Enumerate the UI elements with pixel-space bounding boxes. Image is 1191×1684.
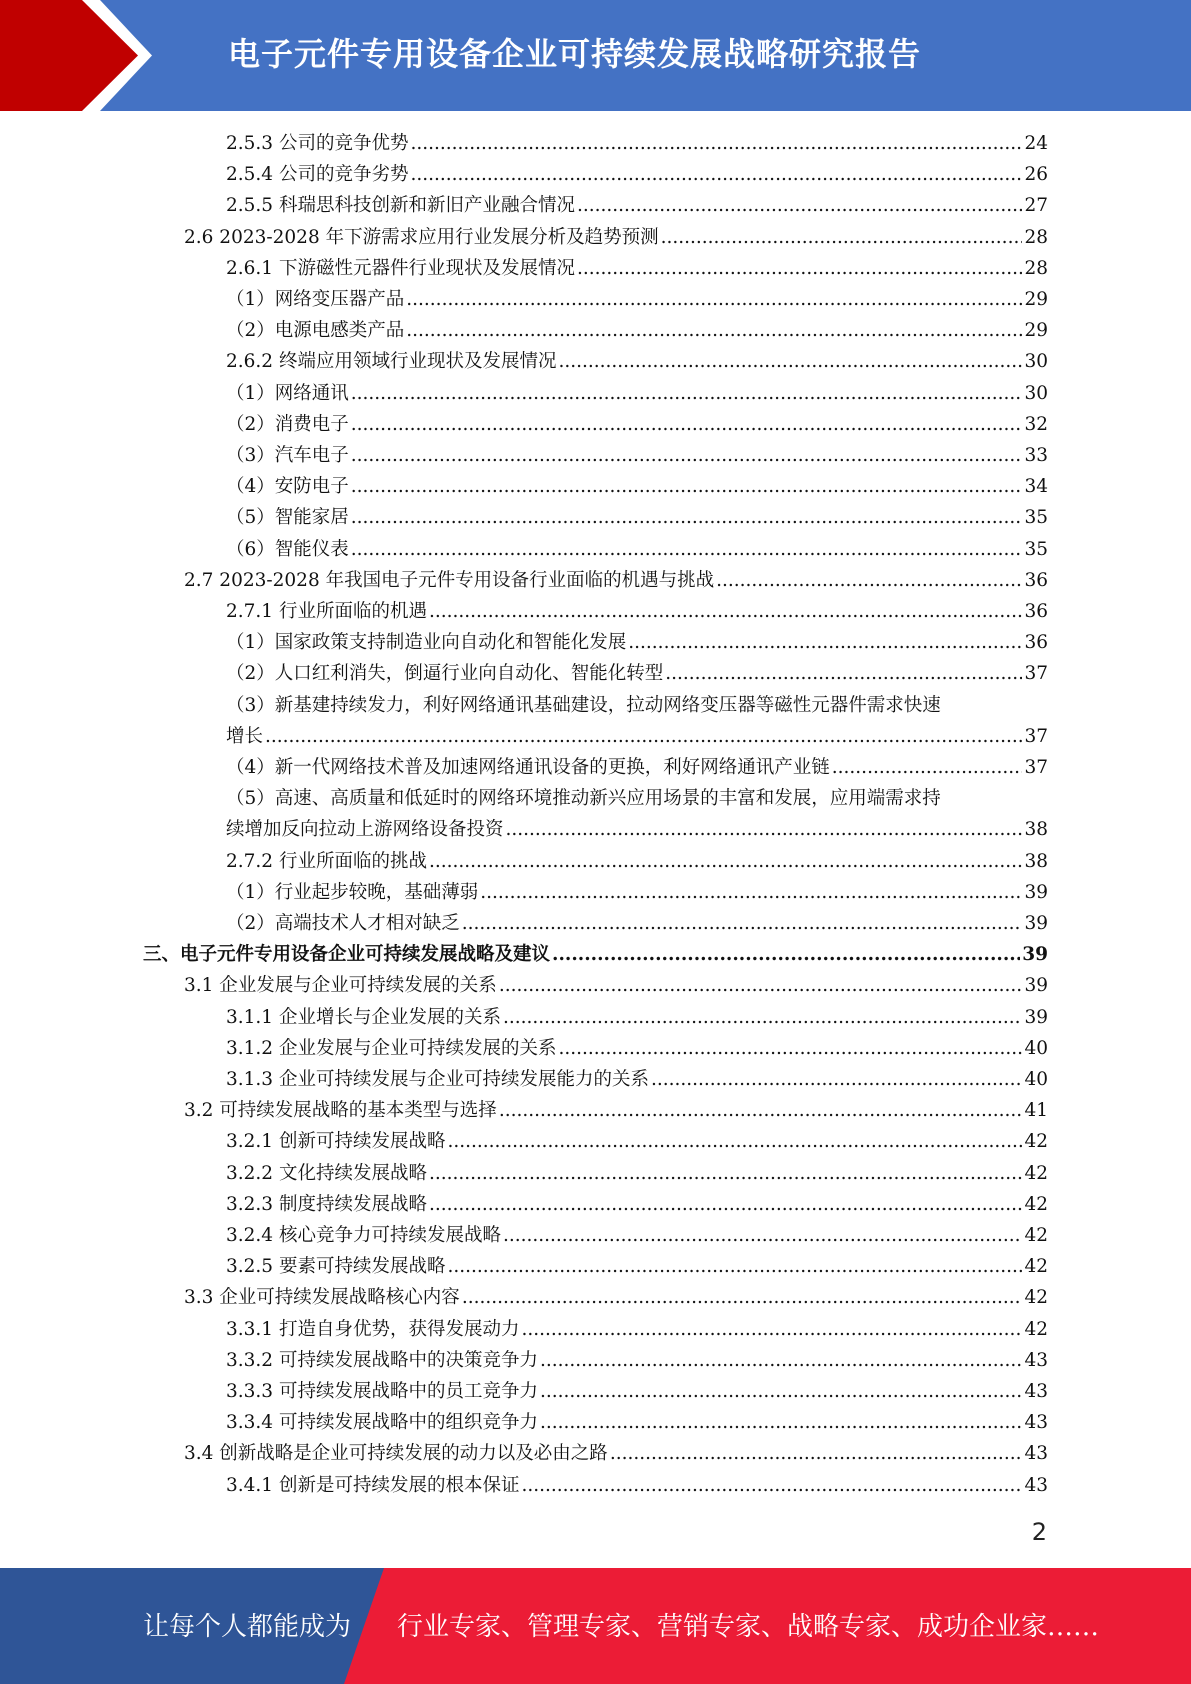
toc-entry-label: 续增加反向拉动上游网络设备投资: [226, 819, 504, 841]
toc-entry-label: 3.1.3 企业可持续发展与企业可持续发展能力的关系: [226, 1069, 649, 1090]
toc-entry[interactable]: [226, 1002, 1048, 1033]
toc-entry[interactable]: [226, 1345, 1048, 1376]
leader-dots: [499, 970, 1023, 1001]
leader-dots: [351, 378, 1023, 409]
toc-entry[interactable]: [226, 783, 941, 814]
leader-dots: [540, 1345, 1022, 1376]
toc-page-number: 43: [1024, 1443, 1048, 1465]
toc-entry[interactable]: [184, 222, 1048, 253]
toc-page-number: 39: [1024, 975, 1048, 997]
toc-entry[interactable]: [226, 1189, 1048, 1220]
toc-page-number: 43: [1024, 1412, 1048, 1434]
toc-entry[interactable]: [143, 939, 1048, 970]
toc-entry[interactable]: [226, 1407, 1048, 1438]
toc-entry[interactable]: [226, 627, 1048, 658]
toc-entry-label: 2.5.5 科瑞思科技创新和新旧产业融合情况: [226, 195, 575, 217]
toc-page-number: 40: [1024, 1037, 1048, 1059]
toc-page-number: 36: [1024, 601, 1048, 622]
toc-entry[interactable]: [226, 1376, 1048, 1407]
toc-page-number: 29: [1024, 320, 1048, 342]
toc-entry-label: 3.1.1 企业增长与企业发展的关系: [226, 1006, 501, 1028]
toc-entry[interactable]: [226, 315, 1048, 346]
leader-dots: [429, 1158, 1022, 1189]
toc-entry-label: 2.5.4 公司的竞争劣势: [226, 164, 409, 186]
toc-page-number: 28: [1024, 257, 1048, 279]
toc-entry-label: 2.7.1 行业所面临的机遇: [226, 601, 427, 622]
leader-dots: [351, 440, 1023, 471]
toc-page-number: 41: [1024, 1100, 1048, 1122]
toc-entry-label: 3.2.2 文化持续发展战略: [226, 1162, 427, 1184]
toc-entry-label: 3.3.2 可持续发展战略中的决策竞争力: [226, 1349, 538, 1371]
leader-dots: [351, 502, 1023, 533]
toc-page-number: 43: [1024, 1349, 1048, 1371]
toc-entry-label: 三、电子元件专用设备企业可持续发展战略及建议: [143, 944, 551, 966]
toc-entry[interactable]: [226, 502, 1048, 533]
toc-entry-label: 3.3.4 可持续发展战略中的组织竞争力: [226, 1412, 538, 1434]
toc-page-number: 34: [1024, 476, 1048, 498]
toc-page-number: 42: [1024, 1287, 1048, 1309]
toc-entry-label: 3.2.3 制度持续发展战略: [226, 1193, 427, 1215]
toc-entry-label: （5）高速、高质量和低延时的网络环境推动新兴应用场景的丰富和发展，应用端需求持: [226, 788, 941, 810]
toc-entry[interactable]: [226, 877, 1048, 908]
leader-dots: [521, 1470, 1022, 1501]
toc-entry[interactable]: [184, 1438, 1048, 1469]
toc-page-number: 42: [1024, 1256, 1048, 1278]
toc-entry-label: （2）消费电子: [226, 413, 349, 435]
toc-entry-label: （6）智能仪表: [226, 538, 349, 560]
toc-page-number: 42: [1024, 1225, 1048, 1246]
leader-dots: [265, 721, 1022, 752]
toc-page-number: 24: [1024, 133, 1048, 154]
toc-entry-label: 2.7 2023-2028 年我国电子元件专用设备行业面临的机遇与挑战: [184, 569, 715, 591]
toc-entry-label: 增长: [226, 725, 264, 747]
header-chevron-icon: [0, 0, 138, 111]
leader-dots: [552, 939, 1020, 970]
toc-entry-label: （5）智能家居: [226, 507, 349, 529]
toc-entry-label: 3.1.2 企业发展与企业可持续发展的关系: [226, 1037, 557, 1059]
toc-page-number: 30: [1024, 382, 1048, 404]
leader-dots: [716, 565, 1022, 596]
toc-entry[interactable]: [226, 1126, 1048, 1157]
toc-entry-label: 2.6.1 下游磁性元器件行业现状及发展情况: [226, 257, 575, 279]
toc-entry[interactable]: [226, 596, 1048, 627]
toc-entry-label: 2.6.2 终端应用领域行业现状及发展情况: [226, 351, 557, 373]
toc-page-number: 26: [1024, 164, 1048, 186]
toc-entry-label: （4）安防电子: [226, 476, 349, 498]
toc-entry[interactable]: [226, 658, 1048, 689]
leader-dots: [521, 1314, 1022, 1345]
toc-entry[interactable]: [226, 752, 1048, 783]
toc-page-number: 43: [1024, 1381, 1048, 1402]
leader-dots: [506, 814, 1023, 845]
leader-dots: [429, 596, 1022, 627]
leader-dots: [503, 1002, 1022, 1033]
toc-entry-label: （3）新基建持续发力，利好网络通讯基础建设，拉动网络变压器等磁性元器件需求快速: [226, 694, 941, 716]
toc-entry[interactable]: [226, 346, 1048, 377]
leader-dots: [480, 877, 1022, 908]
toc-page-number: 36: [1024, 569, 1048, 591]
toc-entry[interactable]: [184, 970, 1048, 1001]
toc-entry[interactable]: [226, 908, 1048, 939]
toc-entry[interactable]: [226, 128, 1048, 159]
toc-entry[interactable]: [226, 1220, 1048, 1251]
footer-slogan-right: 行业专家、管理专家、营销专家、战略专家、成功企业家……: [397, 1612, 1100, 1642]
leader-dots: [558, 1033, 1022, 1064]
leader-dots: [351, 471, 1023, 502]
leader-dots: [406, 315, 1022, 346]
toc-page-number: 27: [1024, 195, 1048, 217]
toc-entry-label: 3.2.4 核心竞争力可持续发展战略: [226, 1225, 501, 1246]
page-footer: [0, 1568, 1191, 1684]
leader-dots: [577, 253, 1022, 284]
leader-dots: [447, 1251, 1022, 1282]
leader-dots: [351, 409, 1023, 440]
toc-page-number: 28: [1024, 226, 1048, 248]
leader-dots: [665, 658, 1022, 689]
toc-page-number: 37: [1024, 663, 1048, 685]
toc-entry[interactable]: [184, 1282, 1048, 1313]
toc-page-number: 39: [1024, 913, 1048, 934]
toc-page-number: 39: [1024, 1006, 1048, 1028]
leader-dots: [832, 752, 1023, 783]
toc-entry-label: （3）汽车电子: [226, 445, 349, 466]
toc-entry-label: 3.3 企业可持续发展战略核心内容: [184, 1287, 460, 1309]
toc-entry[interactable]: [226, 1033, 1048, 1064]
toc-entry[interactable]: [226, 846, 1048, 877]
toc-entry[interactable]: [226, 1158, 1048, 1189]
leader-dots: [628, 627, 1022, 658]
toc-page-number: 33: [1024, 445, 1048, 466]
toc-entry-label: 3.2 可持续发展战略的基本类型与选择: [184, 1100, 497, 1122]
toc-page-number: 43: [1024, 1474, 1048, 1496]
leader-dots: [558, 346, 1022, 377]
toc-page-number: 29: [1024, 289, 1048, 310]
leader-dots: [406, 284, 1022, 315]
toc-entry[interactable]: [184, 565, 1048, 596]
leader-dots: [429, 1189, 1022, 1220]
toc-page-number: 38: [1024, 850, 1048, 872]
leader-dots: [447, 1126, 1022, 1157]
toc-entry-label: 2.5.3 公司的竞争优势: [226, 133, 409, 154]
toc-page-number: 42: [1024, 1162, 1048, 1184]
toc-entry-label: 3.4.1 创新是可持续发展的根本保证: [226, 1474, 520, 1496]
leader-dots: [540, 1407, 1022, 1438]
toc-entry-label: （2）高端技术人才相对缺乏: [226, 913, 460, 934]
leader-dots: [429, 846, 1022, 877]
toc-entry[interactable]: [226, 253, 1048, 284]
toc-entry[interactable]: [226, 690, 941, 721]
toc-entry-label: 3.1 企业发展与企业可持续发展的关系: [184, 975, 497, 997]
toc-entry-label: 2.7.2 行业所面临的挑战: [226, 850, 427, 872]
toc-page-number: 39: [1024, 881, 1048, 903]
leader-dots: [462, 908, 1023, 939]
toc-entry[interactable]: [226, 284, 1048, 315]
toc-entry[interactable]: [226, 1064, 1048, 1095]
toc-entry-continuation[interactable]: [226, 721, 1048, 752]
leader-dots: [577, 190, 1022, 221]
toc-entry-label: （2）电源电感类产品: [226, 320, 405, 342]
toc-entry-label: 3.3.1 打造自身优势，获得发展动力: [226, 1318, 520, 1340]
leader-dots: [410, 159, 1022, 190]
toc-entry-label: （4）新一代网络技术普及加速网络通讯设备的更换，利好网络通讯产业链: [226, 757, 830, 778]
toc-entry-label: 3.2.1 创新可持续发展战略: [226, 1131, 446, 1153]
toc-page-number: 32: [1024, 413, 1048, 435]
toc-entry[interactable]: [226, 378, 1048, 409]
toc-page-number: 35: [1024, 538, 1048, 560]
toc-entry[interactable]: [226, 159, 1048, 190]
toc-entry[interactable]: [226, 471, 1048, 502]
toc-page-number: 37: [1024, 725, 1048, 747]
toc-entry-continuation[interactable]: [226, 814, 1048, 845]
toc-page-number: 40: [1024, 1069, 1048, 1090]
toc-entry-label: （1）国家政策支持制造业向自动化和智能化发展: [226, 632, 627, 654]
toc-entry-label: 3.3.3 可持续发展战略中的员工竞争力: [226, 1381, 538, 1402]
toc-page-number: 42: [1024, 1318, 1048, 1340]
toc-entry[interactable]: [226, 190, 1048, 221]
leader-dots: [610, 1438, 1023, 1469]
toc-entry[interactable]: [226, 440, 1048, 471]
report-title: 电子元件专用设备企业可持续发展战略研究报告: [228, 35, 922, 73]
toc-page-number: 37: [1024, 757, 1048, 778]
leader-dots: [540, 1376, 1022, 1407]
footer-slogan-left: 让每个人都能成为: [143, 1612, 352, 1642]
toc-entry-label: （1）网络通讯: [226, 382, 349, 404]
leader-dots: [410, 128, 1022, 159]
toc-entry[interactable]: [184, 1095, 1048, 1126]
leader-dots: [351, 534, 1023, 565]
toc-entry-label: 2.6 2023-2028 年下游需求应用行业发展分析及趋势预测: [184, 226, 659, 248]
toc-entry[interactable]: [226, 1470, 1048, 1501]
leader-dots: [661, 222, 1023, 253]
leader-dots: [462, 1282, 1023, 1313]
toc-page-number: 30: [1024, 351, 1048, 373]
toc-entry-label: （1）网络变压器产品: [226, 289, 405, 310]
toc-entry[interactable]: [226, 534, 1048, 565]
page-number: 2: [1031, 1518, 1047, 1546]
toc-page-number: 38: [1024, 819, 1048, 841]
leader-dots: [651, 1064, 1022, 1095]
toc-page-number: 42: [1024, 1193, 1048, 1215]
toc-entry-label: （2）人口红利消失，倒逼行业向自动化、智能化转型: [226, 663, 664, 685]
toc-entry[interactable]: [226, 1251, 1048, 1282]
toc-page-number: 42: [1024, 1131, 1048, 1153]
toc-page-number: 39: [1022, 944, 1048, 966]
page-header: [0, 0, 1191, 111]
toc-entry-label: 3.4 创新战略是企业可持续发展的动力以及必由之路: [184, 1443, 608, 1465]
toc-page-number: 35: [1024, 507, 1048, 529]
toc-entry-label: （1）行业起步较晚，基础薄弱: [226, 881, 479, 903]
toc-entry[interactable]: [226, 1314, 1048, 1345]
leader-dots: [499, 1095, 1023, 1126]
toc-entry[interactable]: [226, 409, 1048, 440]
toc-page-number: 36: [1024, 632, 1048, 654]
toc-entry-label: 3.2.5 要素可持续发展战略: [226, 1256, 446, 1278]
leader-dots: [503, 1220, 1022, 1251]
